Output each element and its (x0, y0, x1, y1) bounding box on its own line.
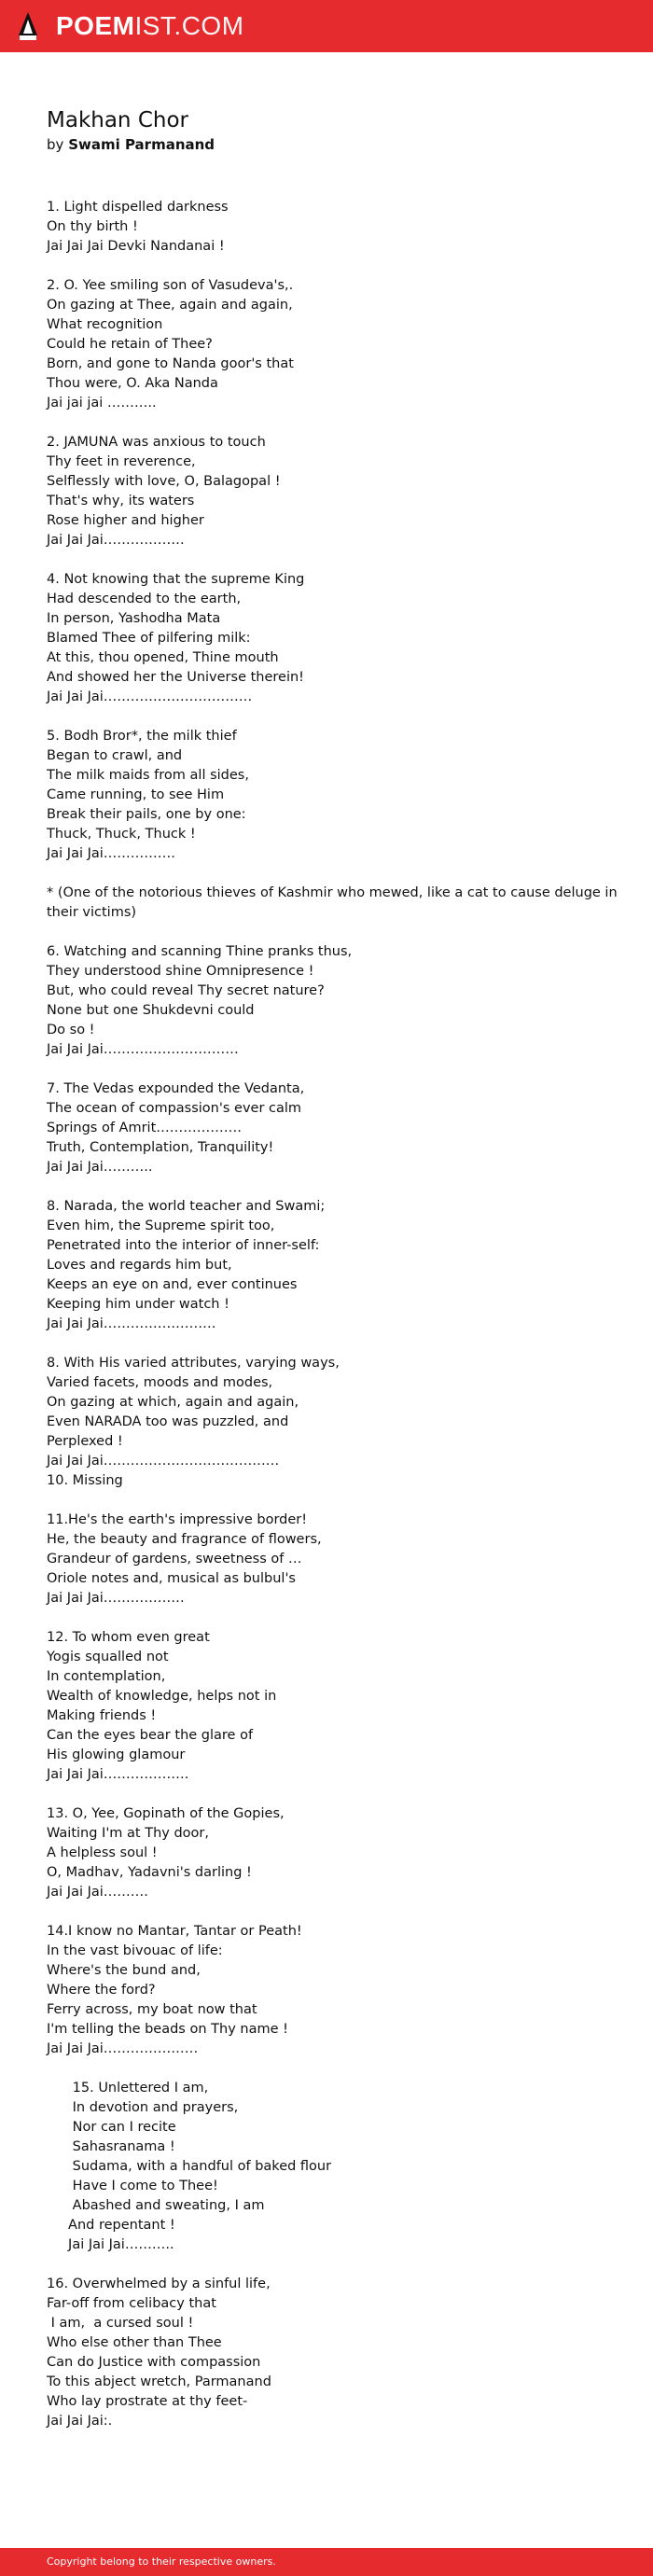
poem-line: Where the ford? (47, 1983, 156, 1998)
pen-nib-logo-icon[interactable] (18, 11, 38, 41)
logo-bold-text: POEM (56, 11, 135, 40)
stanza-break (47, 550, 625, 570)
poem-line: Making friends ! (47, 1708, 157, 1723)
poem-line: 15. Unlettered I am, (47, 2081, 209, 2096)
poem-line: Break their pails, one by one: (47, 807, 246, 822)
stanza-break (47, 1491, 625, 1511)
poem-line: O, Madhav, Yadavni's darling ! (47, 1865, 252, 1880)
byline-prefix: by (47, 136, 64, 153)
poem-line: Do so ! (47, 1023, 95, 1037)
poem-line: And showed her the Universe therein! (47, 670, 304, 685)
poem-line: Jai Jai Jai:. (47, 2414, 113, 2429)
poem-line: But, who could reveal Thy secret nature? (47, 983, 325, 998)
poem-line: At this, thou opened, Thine mouth (47, 650, 279, 665)
poem-line: None but one Shukdevni could (47, 1003, 255, 1018)
poem-line: And repentant ! (47, 2218, 175, 2233)
poem-line: 1. Light dispelled darkness (47, 200, 229, 215)
poem-line: 2. O. Yee smiling son of Vasudeva's,. (47, 278, 294, 293)
poem-line: What recognition (47, 317, 163, 332)
logo-light-text: IST.COM (134, 11, 244, 40)
poem-line: In devotion and prayers, (47, 2100, 239, 2115)
poem-line: Where's the bund and, (47, 1963, 201, 1978)
poem-line: Abashed and sweating, I am (47, 2198, 265, 2213)
poem-line: Jai Jai Jai…………………………… (47, 689, 253, 704)
poem-line: Jai Jai Jai……….. (47, 2237, 174, 2252)
author-name: Swami Parmanand (68, 136, 215, 153)
poem-line: Jai Jai Jai………………………………… (47, 1454, 280, 1469)
poem-line: 5. Bodh Bror*, the milk thief (47, 729, 237, 744)
stanza-break (47, 923, 625, 942)
poem-line: In the vast bivouac of life: (47, 1943, 223, 1958)
poem-line: Jai jai jai ……….. (47, 396, 157, 411)
poem-line: Who lay prostrate at thy feet- (47, 2394, 248, 2409)
poem-line: 6. Watching and scanning Thine pranks thus, (47, 944, 353, 959)
poem-line: Penetrated into the interior of inner-self: (47, 1238, 320, 1253)
poem-line: Even him, the Supreme spirit too, (47, 1218, 275, 1233)
poem-line: Waiting I'm at Thy door, (47, 1826, 209, 1841)
poem-line: Thuck, Thuck, Thuck ! (47, 827, 196, 842)
poem-line: 7. The Vedas expounded the Vedanta, (47, 1081, 305, 1096)
poem-line: On gazing at Thee, again and again, (47, 298, 293, 313)
poem-line: Thou were, O. Aka Nanda (47, 376, 218, 391)
poem-line: Perplexed ! (47, 1434, 123, 1449)
poem-line: Truth, Contemplation, Tranquility! (47, 1140, 274, 1155)
poem-line: Blamed Thee of pilfering milk: (47, 631, 251, 646)
poem-line: 13. O, Yee, Gopinath of the Gopies, (47, 1806, 285, 1821)
poem-line: Loves and regards him but, (47, 1258, 232, 1273)
poem-line: Even NARADA too was puzzled, and (47, 1414, 289, 1429)
poem-line: 12. To whom even great (47, 1630, 210, 1645)
poem-line: 8. Narada, the world teacher and Swami; (47, 1199, 326, 1214)
stanza-break (47, 413, 625, 433)
poem-line: Sahasranama ! (47, 2139, 175, 2154)
poem-line: 2. JAMUNA was anxious to touch (47, 435, 266, 450)
poem-line: Keeps an eye on and, ever continues (47, 1277, 298, 1292)
poem-line: Jai Jai Jai……………………. (47, 1316, 216, 1331)
poem-line: 14.I know no Mantar, Tantar or Peath! (47, 1924, 302, 1939)
poem-line: Jai Jai Jai……….. (47, 1160, 153, 1175)
poem-line: Wealth of knowledge, helps not in (47, 1689, 277, 1704)
poem-line: 16. Overwhelmed by a sinful life, (47, 2277, 271, 2291)
poem-line: Rose higher and higher (47, 513, 204, 528)
stanza-break (47, 257, 625, 276)
poem-line: Can the eyes bear the glare of (47, 1728, 254, 1743)
poem-line: Springs of Amrit………………. (47, 1121, 242, 1135)
poem-line: They understood shine Omnipresence ! (47, 964, 314, 979)
poem-line: Thy feet in reverence, (47, 454, 196, 469)
poem-line: 10. Missing (47, 1473, 123, 1488)
site-footer (0, 2548, 653, 2576)
poem-line: I am, a cursed soul ! (47, 2316, 194, 2331)
poem-line: Who else other than Thee (47, 2335, 222, 2350)
stanza-break (47, 1785, 625, 1804)
poem-line: Came running, to see Him (47, 787, 225, 802)
site-logo-link[interactable] (56, 10, 244, 42)
copyright-text: Copyright belong to their respective owners. (47, 2555, 276, 2568)
stanza-break (47, 864, 625, 884)
poem-body (47, 198, 625, 2431)
poem-line: I'm telling the beads on Thy name ! (47, 2022, 288, 2037)
poem-line: Could he retain of Thee? (47, 337, 213, 352)
poem-line: Jai Jai Jai……………. (47, 846, 175, 861)
poem-line: Varied facets, moods and modes, (47, 1375, 273, 1390)
stanza-break (47, 1177, 625, 1197)
poem-line: In contemplation, (47, 1669, 166, 1684)
poem-line: Keeping him under watch ! (47, 1297, 229, 1312)
stanza-break (47, 707, 625, 727)
poem-line: On gazing at which, again and again, (47, 1395, 299, 1410)
stanza-break (47, 1902, 625, 1922)
poem-line: Can do Justice with compassion (47, 2355, 261, 2370)
poem-line: Born, and gone to Nanda goor's that (47, 356, 294, 371)
poem-line: Jai Jai Jai……………… (47, 533, 185, 548)
poem-line: Ferry across, my boat now that (47, 2002, 257, 2017)
stanza-break (47, 1334, 625, 1354)
poem-line: Jai Jai Jai………………. (47, 1767, 189, 1782)
poem-line: Selflessly with love, O, Balagopal ! (47, 474, 281, 489)
poem-line: Jai Jai Jai………………………… (47, 1042, 239, 1057)
poem-line: Jai Jai Jai……………… (47, 1591, 185, 1606)
poem-line: That's why, its waters (47, 494, 195, 508)
poem-line: To this abject wretch, Parmanand (47, 2374, 271, 2389)
poem-line: 8. With His varied attributes, varying ways, (47, 1356, 340, 1371)
poem-article (47, 107, 625, 2431)
poem-line: The milk maids from all sides, (47, 768, 249, 783)
poem-line: Had descended to the earth, (47, 592, 242, 606)
poem-line: Jai Jai Jai………………… (47, 2041, 199, 2056)
poem-line: Oriole notes and, musical as bulbul's (47, 1571, 296, 1586)
poem-line: He, the beauty and fragrance of flowers, (47, 1532, 322, 1547)
stanza-break (47, 1608, 625, 1628)
poem-line: 4. Not knowing that the supreme King (47, 572, 305, 587)
poem-title: Makhan Chor (47, 108, 188, 132)
poem-line: His glowing glamour (47, 1748, 186, 1762)
poem-line: A helpless soul ! (47, 1845, 158, 1860)
poem-line: Sudama, with a handful of baked flour (47, 2159, 332, 2174)
poem-line: The ocean of compassion's ever calm (47, 1101, 302, 1116)
stanza-break (47, 2255, 625, 2275)
poem-line: Far-off from celibacy that (47, 2296, 216, 2311)
poem-line: Yogis squalled not (47, 1650, 169, 1664)
poem-line: Jai Jai Jai………. (47, 1885, 148, 1900)
poem-line: 11.He's the earth's impressive border! (47, 1512, 308, 1527)
poem-line: Jai Jai Jai Devki Nandanai ! (47, 239, 225, 254)
poem-line: On thy birth ! (47, 219, 138, 234)
poem-byline (47, 134, 625, 155)
poem-line: * (One of the notorious thieves of Kashmir who mewed, like a cat to cause deluge in their victims) (47, 885, 618, 920)
poem-line: Began to crawl, and (47, 748, 183, 763)
poem-line: Nor can I recite (47, 2120, 176, 2135)
stanza-break (47, 2059, 625, 2079)
poem-line: Have I come to Thee! (47, 2179, 218, 2193)
poem-line: Grandeur of gardens, sweetness of … (47, 1552, 302, 1566)
stanza-break (47, 1060, 625, 1079)
site-header (0, 0, 653, 52)
poem-line: In person, Yashodha Mata (47, 611, 221, 626)
